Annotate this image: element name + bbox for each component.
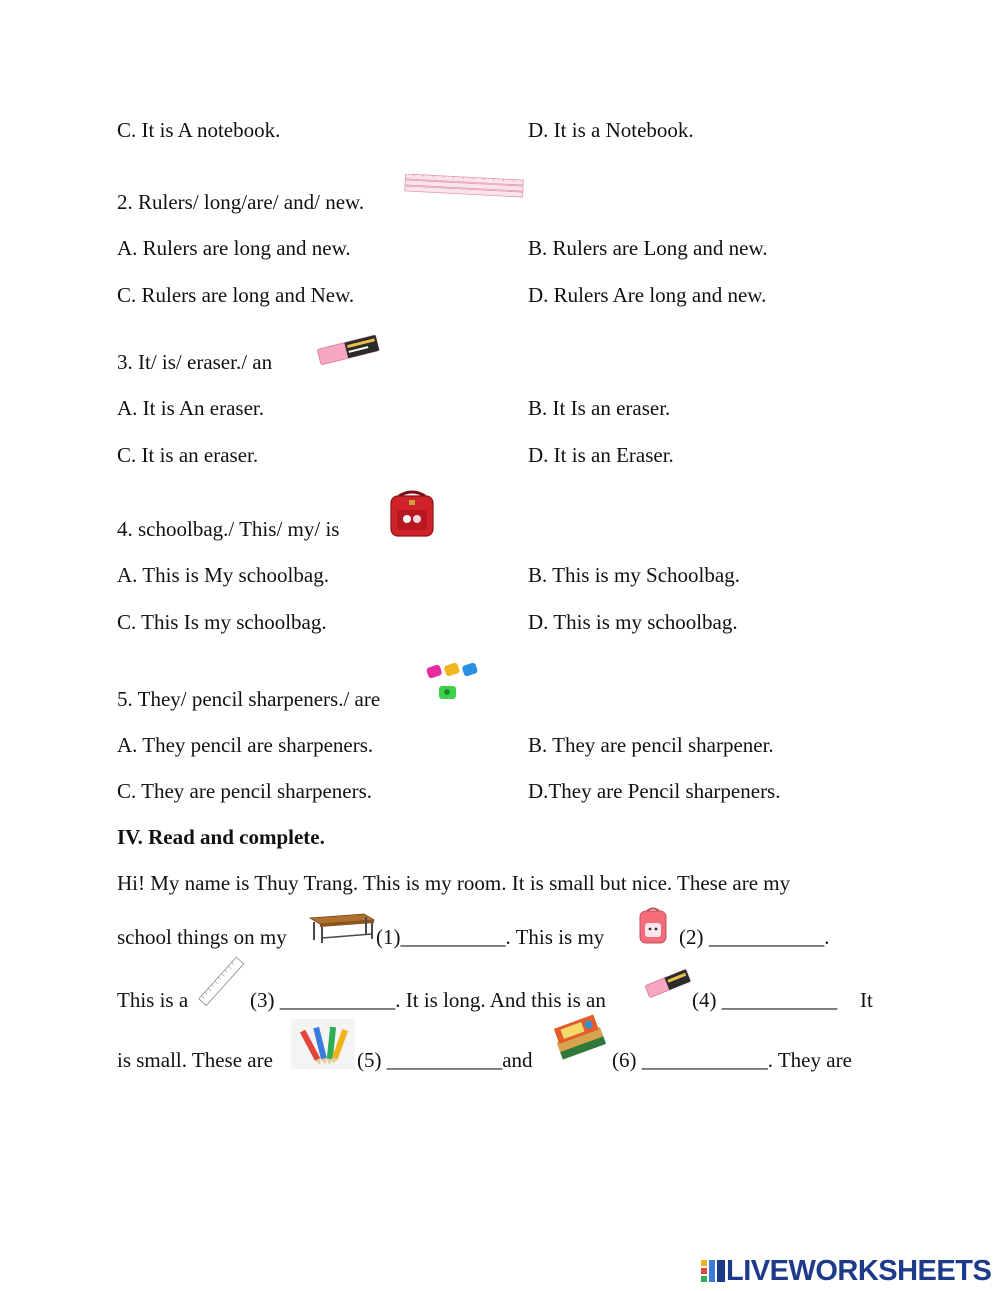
q5-option-a[interactable]: A. They pencil are sharpeners. xyxy=(117,733,374,757)
pencils-icon xyxy=(291,1019,355,1069)
passage-line-1: Hi! My name is Thuy Trang. This is my room. It is small but nice. These are my xyxy=(117,871,791,895)
q4-option-a[interactable]: A. This is My schoolbag. xyxy=(117,563,329,587)
q1-option-d[interactable]: D. It is a Notebook. xyxy=(528,118,694,142)
q5-option-b[interactable]: B. They are pencil sharpener. xyxy=(528,733,774,757)
q5-option-d[interactable]: D.They are Pencil sharpeners. xyxy=(528,779,781,803)
q3-option-d[interactable]: D. It is an Eraser. xyxy=(528,443,674,467)
q4-option-b[interactable]: B. This is my Schoolbag. xyxy=(528,563,740,587)
q2-option-a[interactable]: A. Rulers are long and new. xyxy=(117,236,351,260)
desk-icon xyxy=(306,908,376,944)
blank-5[interactable]: (5) ___________and xyxy=(357,1048,533,1072)
schoolbag-icon xyxy=(385,488,439,540)
q4-option-d[interactable]: D. This is my schoolbag. xyxy=(528,610,738,634)
blank-3[interactable]: (3) ___________. It is long. And this is an xyxy=(250,988,606,1012)
q2-option-b[interactable]: B. Rulers are Long and new. xyxy=(528,236,768,260)
liveworksheets-logo-icon xyxy=(700,1258,726,1284)
pencil-sharpeners-icon xyxy=(425,660,481,704)
passage-line-4-start: is small. These are xyxy=(117,1048,273,1072)
q3-option-a[interactable]: A. It is An eraser. xyxy=(117,396,264,420)
q2-option-d[interactable]: D. Rulers Are long and new. xyxy=(528,283,767,307)
q2-option-c[interactable]: C. Rulers are long and New. xyxy=(117,283,355,307)
q1-option-c[interactable]: C. It is A notebook. xyxy=(117,118,281,142)
books-icon xyxy=(552,1014,612,1070)
q5-prompt: 5. They/ pencil sharpeners./ are xyxy=(117,687,381,711)
q3-option-c[interactable]: C. It is an eraser. xyxy=(117,443,259,467)
section-heading: IV. Read and complete. xyxy=(117,825,325,849)
blank-2[interactable]: (2) ___________. xyxy=(679,925,830,949)
passage-line-2-start: school things on my xyxy=(117,925,287,949)
passage-line-3-start: This is a xyxy=(117,988,189,1012)
q3-option-b[interactable]: B. It Is an eraser. xyxy=(528,396,671,420)
q5-option-c[interactable]: C. They are pencil sharpeners. xyxy=(117,779,373,803)
q2-prompt: 2. Rulers/ long/are/ and/ new. xyxy=(117,190,365,214)
schoolbag-small-icon xyxy=(637,905,669,945)
eraser-icon xyxy=(312,333,384,365)
blank-1[interactable]: (1)__________. This is my xyxy=(376,925,605,949)
q3-prompt: 3. It/ is/ eraser./ an xyxy=(117,350,273,374)
rulers-icon xyxy=(403,174,525,200)
liveworksheets-logo[interactable] xyxy=(700,1255,991,1287)
blank-6[interactable]: (6) ____________. They are xyxy=(612,1048,852,1072)
passage-line-3-end: It xyxy=(860,988,873,1012)
blank-4[interactable]: (4) ___________ xyxy=(692,988,838,1012)
ruler-icon xyxy=(198,956,246,1008)
brand-name: LIVEWORKSHEETS xyxy=(726,1254,992,1287)
eraser-small-icon xyxy=(643,966,693,1002)
q4-option-c[interactable]: C. This Is my schoolbag. xyxy=(117,610,327,634)
q4-prompt: 4. schoolbag./ This/ my/ is xyxy=(117,517,340,541)
